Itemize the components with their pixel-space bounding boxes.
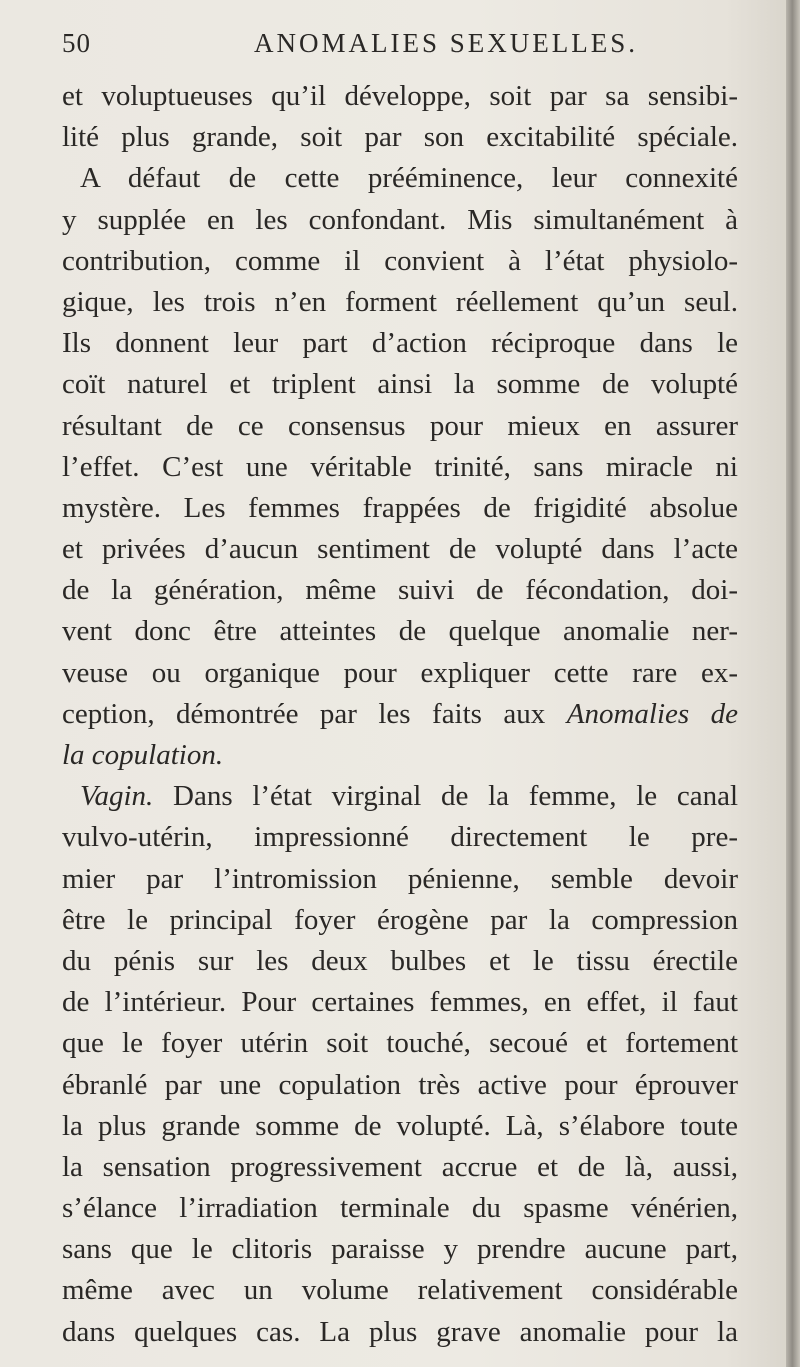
text-line: Ils donnent leur part d’action réciproque dans le bbox=[62, 327, 738, 360]
text-line: s’élance l’irradiation terminale du spasme vénérien, bbox=[62, 1192, 738, 1225]
text-line: la plus grande somme de volupté. Là, s’élabore toute bbox=[62, 1109, 738, 1142]
page-number: 50 bbox=[62, 28, 91, 58]
text-line: être le principal foyer érogène par la compression bbox=[62, 903, 738, 936]
text-line: vent donc être atteintes de quelque anomalie ner- bbox=[62, 615, 738, 648]
text-line: la sensation progressivement accrue et de là, aussi, bbox=[62, 1150, 738, 1183]
text-line: gique, les trois n’en forment réellement qu’un seul. bbox=[62, 285, 738, 318]
text-line: lité plus grande, soit par son excitabilité spéciale. bbox=[62, 121, 738, 154]
text-fragment: Dans l’état virginal de la femme, le canal bbox=[153, 780, 738, 813]
page-binding-edge bbox=[786, 0, 800, 1367]
text-line bbox=[62, 776, 738, 817]
body-text bbox=[62, 76, 738, 1353]
text-line: dans quelques cas. La plus grave anomalie pour la bbox=[62, 1315, 738, 1348]
text-line: sans que le clitoris paraisse y prendre aucune part, bbox=[62, 1233, 738, 1266]
text-line: de l’intérieur. Pour certaines femmes, en effet, il faut bbox=[62, 986, 738, 1019]
text-line: du pénis sur les deux bulbes et le tissu érectile bbox=[62, 944, 738, 977]
text-line: veuse ou organique pour expliquer cette rare ex- bbox=[62, 656, 738, 689]
italic-reference: la copulation. bbox=[62, 739, 224, 771]
text-line: A défaut de cette prééminence, leur connexité bbox=[80, 162, 738, 195]
text-line: contribution, comme il convient à l’état physiolo- bbox=[62, 244, 738, 277]
text-line: coït naturel et triplent ainsi la somme de volupté bbox=[62, 368, 738, 401]
text-line bbox=[62, 735, 738, 776]
text-line: l’effet. C’est une véritable trinité, sans miracle ni bbox=[62, 450, 738, 483]
text-line: résultant de ce consensus pour mieux en assurer bbox=[62, 409, 738, 442]
running-head: ANOMALIES SEXUELLES. bbox=[254, 28, 638, 58]
text-line: y supplée en les confondant. Mis simultanément à bbox=[62, 203, 738, 236]
text-line: de la génération, même suivi de fécondation, doi- bbox=[62, 574, 738, 607]
page-header bbox=[62, 28, 762, 68]
text-line: que le foyer utérin soit touché, secoué et fortement bbox=[62, 1027, 738, 1060]
text-line: mier par l’intromission pénienne, semble devoir bbox=[62, 862, 738, 895]
text-line: vulvo-utérin, impressionné directement le pre- bbox=[62, 821, 738, 854]
text-line: et privées d’aucun sentiment de volupté dans l’acte bbox=[62, 533, 738, 566]
italic-reference: Anomalies de bbox=[566, 697, 738, 730]
text-line: même avec un volume relativement considérable bbox=[62, 1274, 738, 1307]
text-line: et voluptueuses qu’il développe, soit par sa sensibi- bbox=[62, 80, 738, 112]
text-line bbox=[62, 694, 738, 735]
text-line: ébranlé par une copulation très active pour éprouver bbox=[62, 1068, 738, 1101]
text-line: mystère. Les femmes frappées de frigidité absolue bbox=[62, 491, 738, 524]
text-fragment: ception, démontrée par les faits aux bbox=[62, 697, 567, 730]
section-term-vagin: Vagin. bbox=[80, 780, 154, 813]
